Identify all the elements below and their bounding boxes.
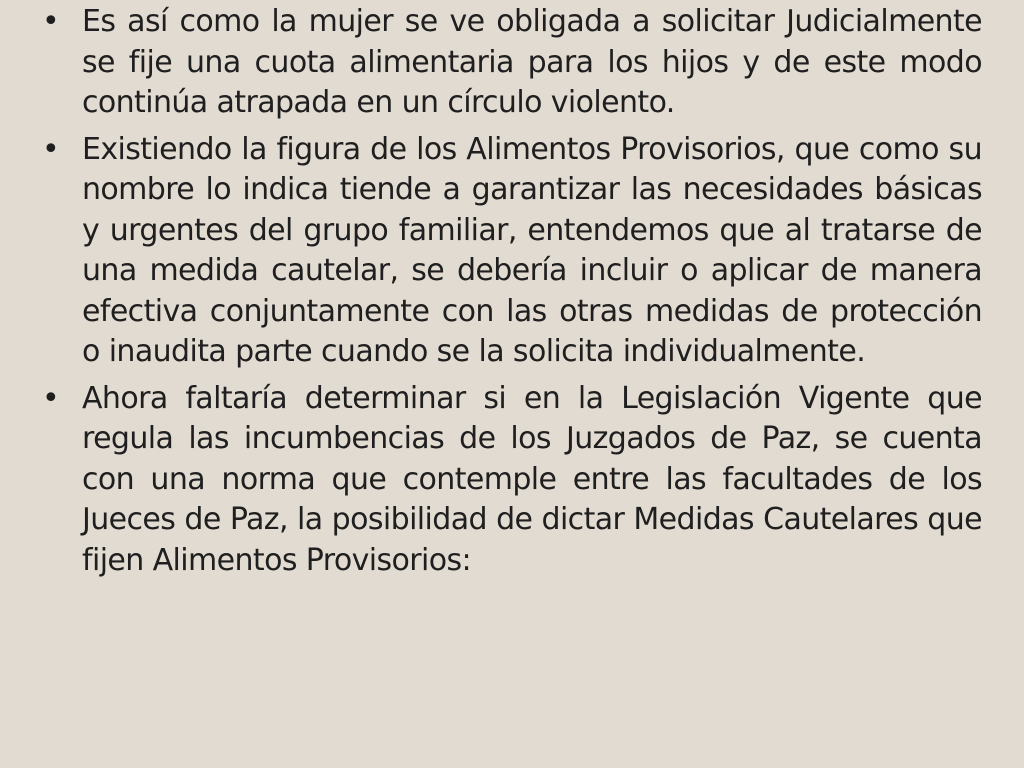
bullet-item-3 — [42, 379, 982, 582]
bullet-item-1 — [42, 2, 982, 124]
bullet-text-1: Es así como la mujer se ve obligada a solicitar Judicialmente se fije una cuota alimentaria para los hijos y de este modo continúa atrapada en un círculo violento. — [82, 4, 982, 120]
bullet-dot-icon: • — [42, 380, 60, 416]
bullet-dot-icon: • — [42, 4, 60, 39]
bullet-list — [42, 2, 982, 587]
bullet-item-2 — [42, 130, 982, 373]
bullet-dot-icon: • — [42, 131, 60, 167]
bullet-text-2: Existiendo la figura de los Alimentos Provisorios, que como su nombre lo indica tiende a garantizar las necesidades básicas y urgentes del grupo familiar, entendemos que al tratarse de una medida cautelar, se debería incluir o aplicar de manera efectiva conjuntamente con las otras medidas de protección o inaudita parte cuando se la solicita individualmente. — [82, 131, 982, 369]
bullet-text-3: Ahora faltaría determinar si en la Legislación Vigente que regula las incumbencias de los Juzgados de Paz, se cuenta con una norma que contemple entre las facultades de los Jueces de Paz, la posibilidad de dictar Medidas Cautelares que fijen Alimentos Provisorios: — [82, 380, 982, 578]
